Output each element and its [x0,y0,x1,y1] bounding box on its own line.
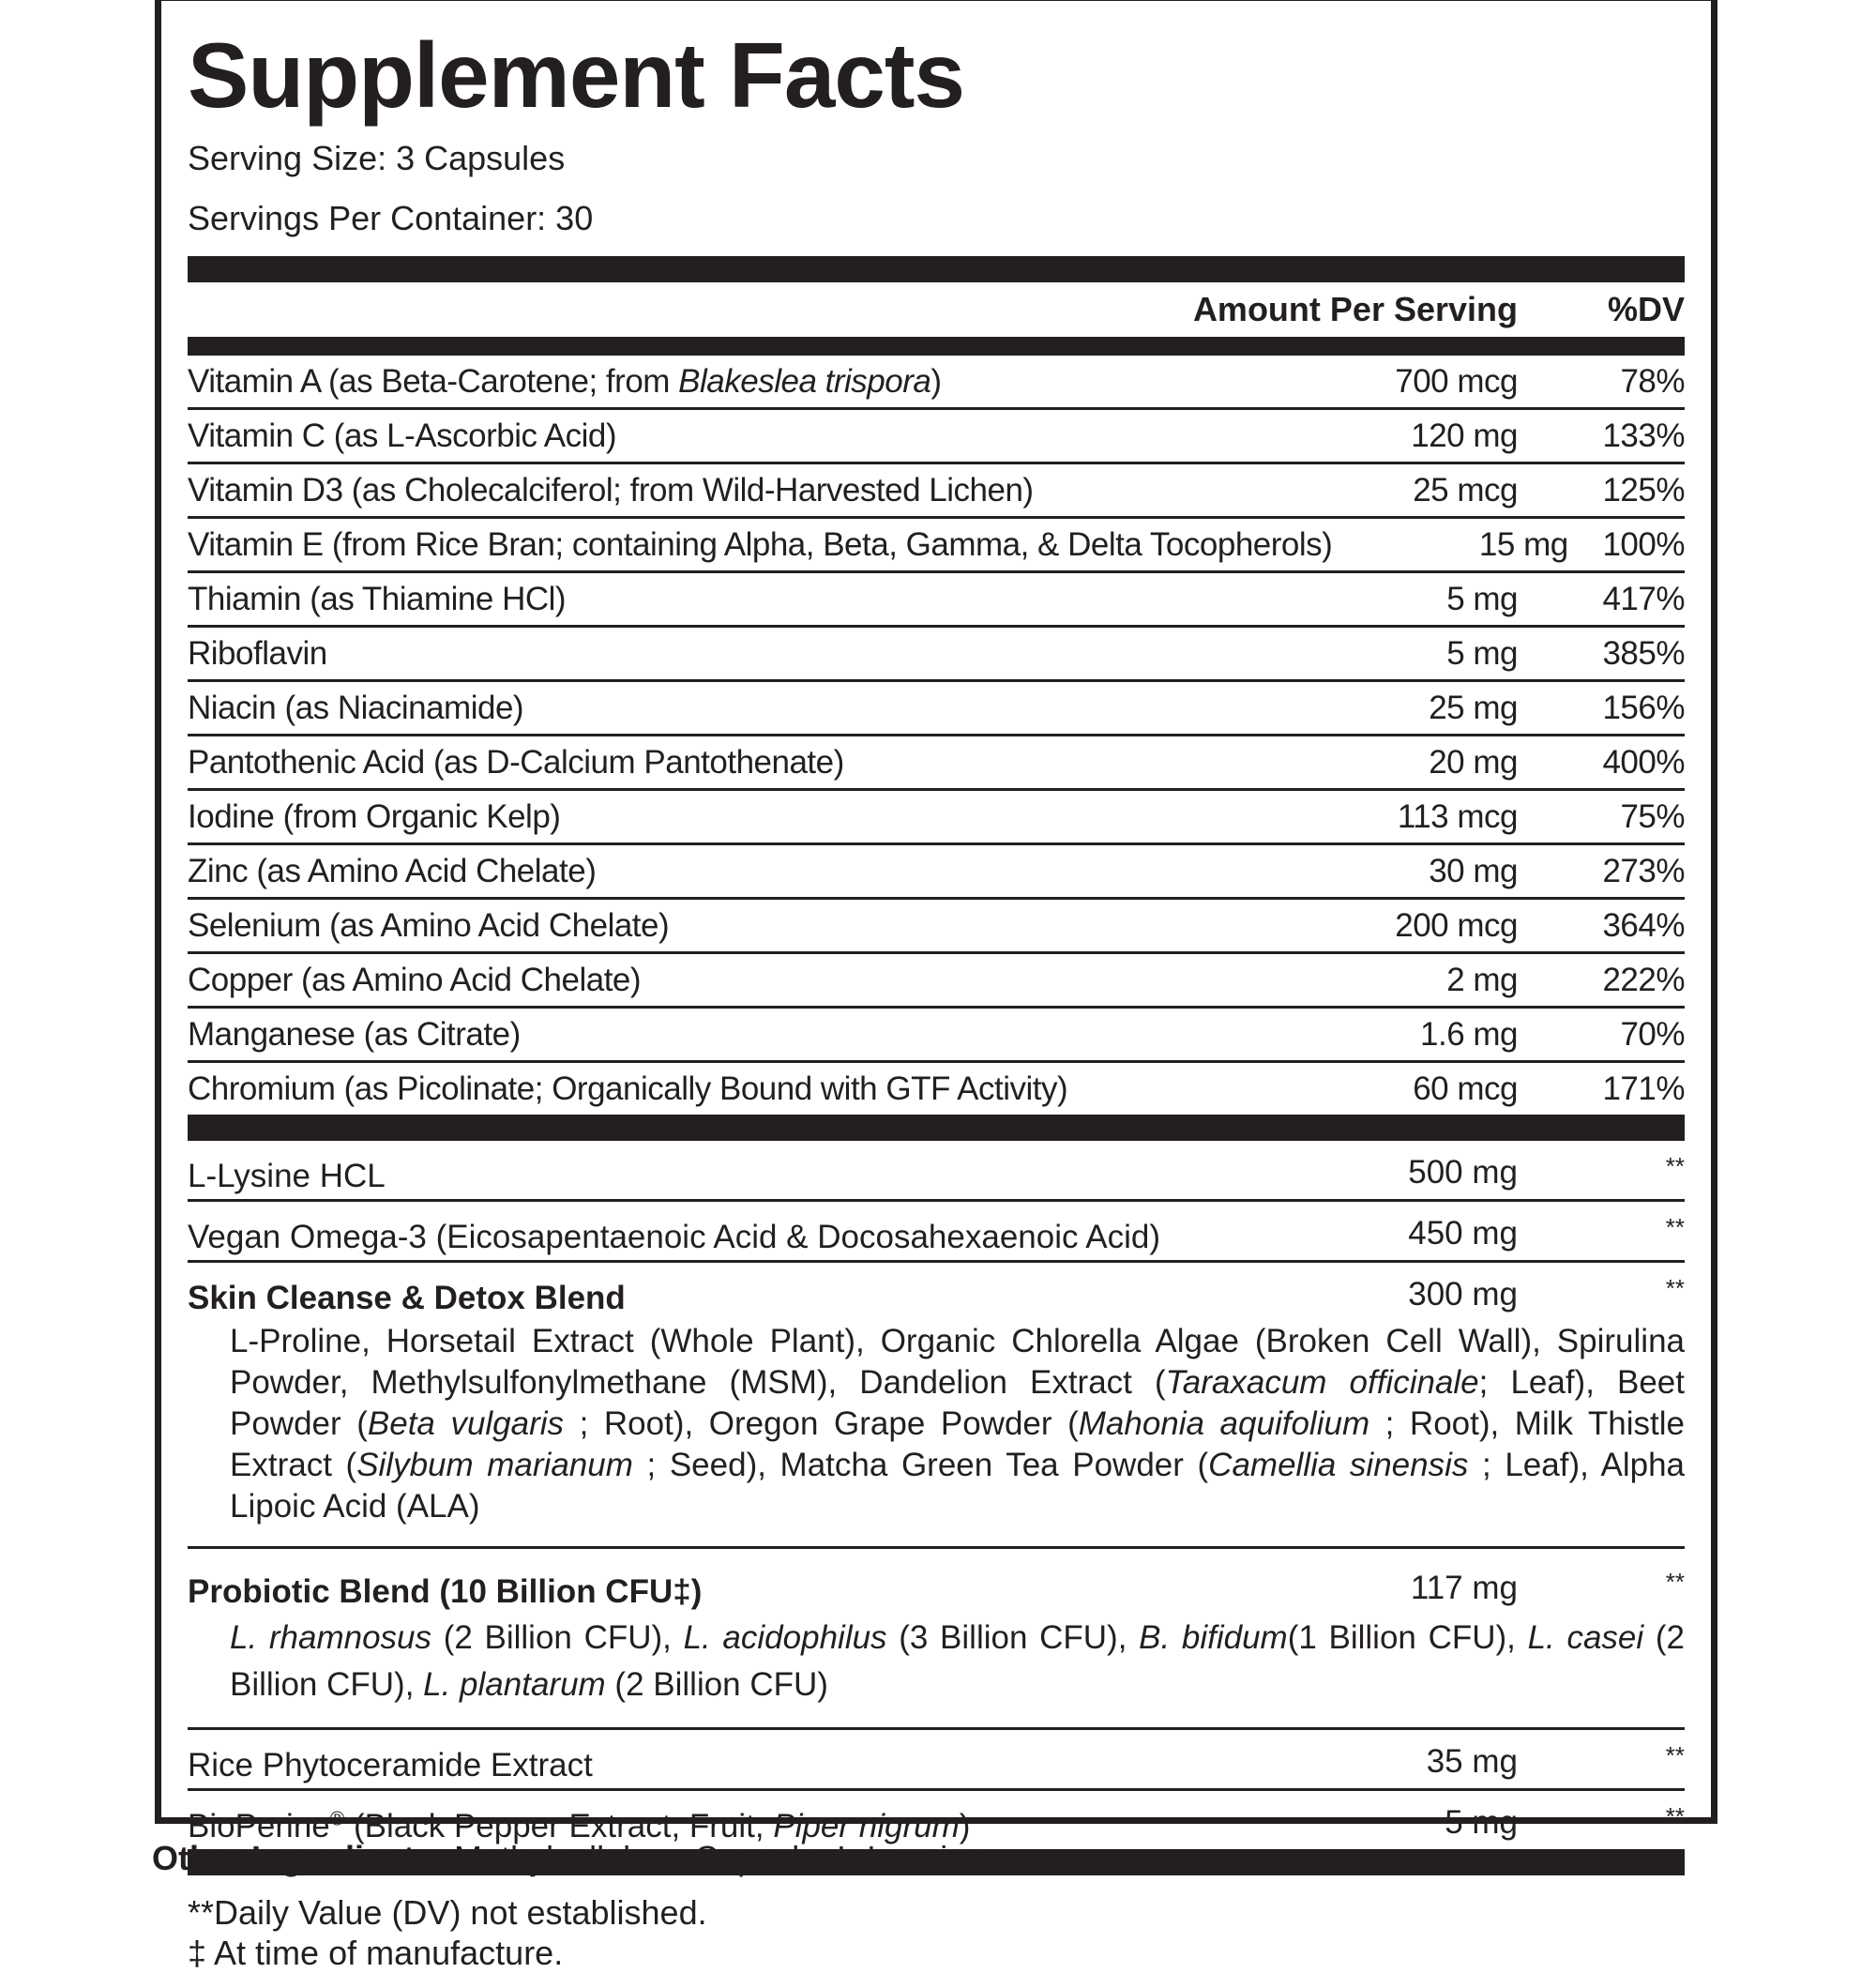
thick-divider [188,256,1685,282]
nutrient-row [188,1063,1685,1115]
serving-size: Serving Size: 3 Capsules [188,139,566,177]
nutrient-amount: 120 mg [1411,417,1518,454]
nutrient-amount: 700 mcg [1395,362,1518,400]
nutrient-amount: 30 mg [1429,852,1518,889]
nutrient-dv: 171% [1602,1070,1685,1107]
nutrient-row [188,791,1685,845]
nutrient-name: Copper (as Amino Acid Chelate) [188,961,642,998]
species-name: L. rhamnosus [230,1619,432,1656]
nutrient-name: Zinc (as Amino Acid Chelate) [188,852,597,889]
detox-blend-dv: ** [1665,1274,1685,1302]
nutrient-name: Manganese (as Citrate) [188,1015,521,1053]
nutrient-amount: 20 mg [1429,743,1518,781]
nutrient-row [188,1730,1685,1791]
nutrient-dv: ** [1665,1741,1685,1769]
nutrient-amount: 25 mcg [1413,471,1518,508]
nutrient-name: BioPerine® (Black Pepper Extract; Fruit; Piper nigrum) [188,1808,971,1844]
nutrient-dv: 156% [1602,689,1685,726]
nutrient-amount: 2 mg [1446,961,1518,998]
other-ingredients-label: Other Ingredients: [152,1839,446,1877]
nutrient-dv: 75% [1620,797,1685,835]
nutrient-name: L-Lysine HCL [188,1158,386,1194]
registered-mark: ® [329,1808,345,1830]
nutrient-amount: 15 mg [1478,525,1568,563]
species-name: Silybum marianum [356,1447,633,1483]
nutrient-row [188,573,1685,628]
nutrient-name: Selenium (as Amino Acid Chelate) [188,906,670,944]
detox-blend-name: Skin Cleanse & Detox Blend [188,1280,626,1316]
nutrient-dv: 400% [1602,743,1685,781]
nutrient-dv: ** [1665,1802,1685,1830]
probiotic-blend-row [188,1549,1685,1615]
nutrient-row [188,900,1685,954]
nutrient-row [188,519,1685,573]
species-name: Blakeslea trispora [678,362,931,400]
nutrient-row [188,1202,1685,1263]
nutrient-name: Rice Phytoceramide Extract [188,1747,593,1783]
vitamins-minerals-list [188,356,1685,1115]
nutrient-name: Vitamin A (as Beta-Carotene; from Blakeslea trispora) [188,362,942,400]
servings-per-container: Servings Per Container: 30 [188,199,594,237]
detox-blend-amount: 300 mg [1408,1276,1518,1313]
nutrient-amount: 200 mcg [1395,906,1518,944]
nutrient-dv: 100% [1602,525,1685,563]
nutrient-dv: 417% [1602,580,1685,617]
species-name: L. acidophilus [683,1619,887,1656]
species-name: Camellia sinensis [1208,1447,1469,1483]
thick-divider [188,337,1685,356]
more-actives-list [188,1730,1685,1849]
nutrient-name: Thiamin (as Thiamine HCl) [188,580,567,617]
detox-blend-row [188,1263,1685,1321]
amount-header: Amount Per Serving [1192,290,1518,328]
footnote-manufacture: ‡ At time of manufacture. [188,1934,564,1972]
species-name: Beta vulgaris [367,1405,565,1442]
probiotic-blend-ingredients: L. rhamnosus (2 Billion CFU), L. acidophilus (3 Billion CFU), B. bifidum(1 Billion CFU), L. casei (2 Billion CFU), L. plantarum (2 Billion CFU) [188,1615,1685,1730]
nutrient-dv: 125% [1602,471,1685,508]
nutrient-amount: 450 mg [1408,1215,1518,1252]
nutrient-row [188,845,1685,900]
nutrient-dv: 364% [1602,906,1685,944]
nutrient-amount: 5 mg [1446,580,1518,617]
nutrient-row [188,410,1685,464]
nutrient-dv: 133% [1602,417,1685,454]
nutrient-dv: 78% [1620,362,1685,400]
species-name: Taraxacum officinale [1165,1364,1479,1401]
nutrient-row [188,356,1685,410]
dv-header: %DV [1607,290,1685,328]
nutrient-dv: ** [1665,1152,1685,1180]
nutrient-amount: 5 mg [1445,1804,1518,1841]
nutrient-name: Chromium (as Picolinate; Organically Bound with GTF Activity) [188,1070,1068,1107]
nutrient-amount: 5 mg [1446,634,1518,672]
nutrient-name: Niacin (as Niacinamide) [188,689,524,726]
nutrient-amount: 35 mg [1426,1743,1518,1780]
other-ingredients [152,1839,994,1878]
nutrient-amount: 60 mcg [1413,1070,1518,1107]
nutrient-amount: 1.6 mg [1420,1015,1518,1053]
panel-title: Supplement Facts [188,23,965,127]
probiotic-blend-name: Probiotic Blend (10 Billion CFU‡) [188,1573,703,1610]
nutrient-dv: 273% [1602,852,1685,889]
species-name: L. plantarum [423,1666,606,1703]
nutrient-row [188,954,1685,1009]
detox-blend-ingredients: L-Proline, Horsetail Extract (Whole Plant), Organic Chlorella Algae (Broken Cell Wall), Spirulina Powder, Methylsulfonylmethane (MSM), Dandelion Extract (Taraxacum officinale; Leaf), Beet Powder (Beta vulgaris ; Root), Oregon Grape Powder (Mahonia aquifolium ; Root), Milk Thistle Extract (Silybum marianum ; Seed), Matcha Green Tea Powder (Camellia sinensis ; Leaf), Alpha Lipoic Acid (ALA) [188,1321,1685,1549]
species-name: L. casei [1527,1619,1644,1656]
species-name: Mahonia aquifolium [1078,1405,1370,1442]
nutrient-row [188,682,1685,736]
nutrient-name: Vitamin D3 (as Cholecalciferol; from Wild-Harvested Lichen) [188,471,1034,508]
species-name: Piper nigrum [773,1808,960,1844]
nutrient-name: Iodine (from Organic Kelp) [188,797,561,835]
nutrient-dv: 385% [1602,634,1685,672]
nutrient-row [188,1141,1685,1202]
footnotes [188,1892,1685,1973]
probiotic-blend-amount: 117 mg [1410,1570,1518,1606]
panel-content [188,1,1685,1973]
column-header [188,282,1685,337]
other-actives-list [188,1141,1685,1263]
nutrient-row [188,736,1685,791]
other-ingredients-value: Methylcellulose Capsule, L-Leucine. [445,1839,995,1877]
species-name: B. bifidum [1139,1619,1288,1656]
footnote-dv: **Daily Value (DV) not established. [188,1893,707,1932]
probiotic-blend-dv: ** [1665,1568,1685,1596]
nutrient-name: Riboflavin [188,634,327,672]
nutrient-amount: 25 mg [1429,689,1518,726]
nutrient-name: Vitamin E (from Rice Bran; containing Alpha, Beta, Gamma, & Delta Tocopherols) [188,525,1333,563]
nutrient-row [188,1009,1685,1063]
nutrient-name: Vitamin C (as L-Ascorbic Acid) [188,417,617,454]
nutrient-dv: 222% [1602,961,1685,998]
nutrient-name: Vegan Omega-3 (Eicosapentaenoic Acid & Docosahexaenoic Acid) [188,1219,1161,1255]
nutrient-dv: 70% [1620,1015,1685,1053]
nutrient-row [188,464,1685,519]
nutrient-name: Pantothenic Acid (as D-Calcium Pantothenate) [188,743,844,781]
nutrient-row [188,628,1685,682]
nutrient-amount: 500 mg [1408,1154,1518,1191]
nutrient-dv: ** [1665,1213,1685,1241]
thick-divider [188,1115,1685,1141]
nutrient-amount: 113 mcg [1397,797,1518,835]
